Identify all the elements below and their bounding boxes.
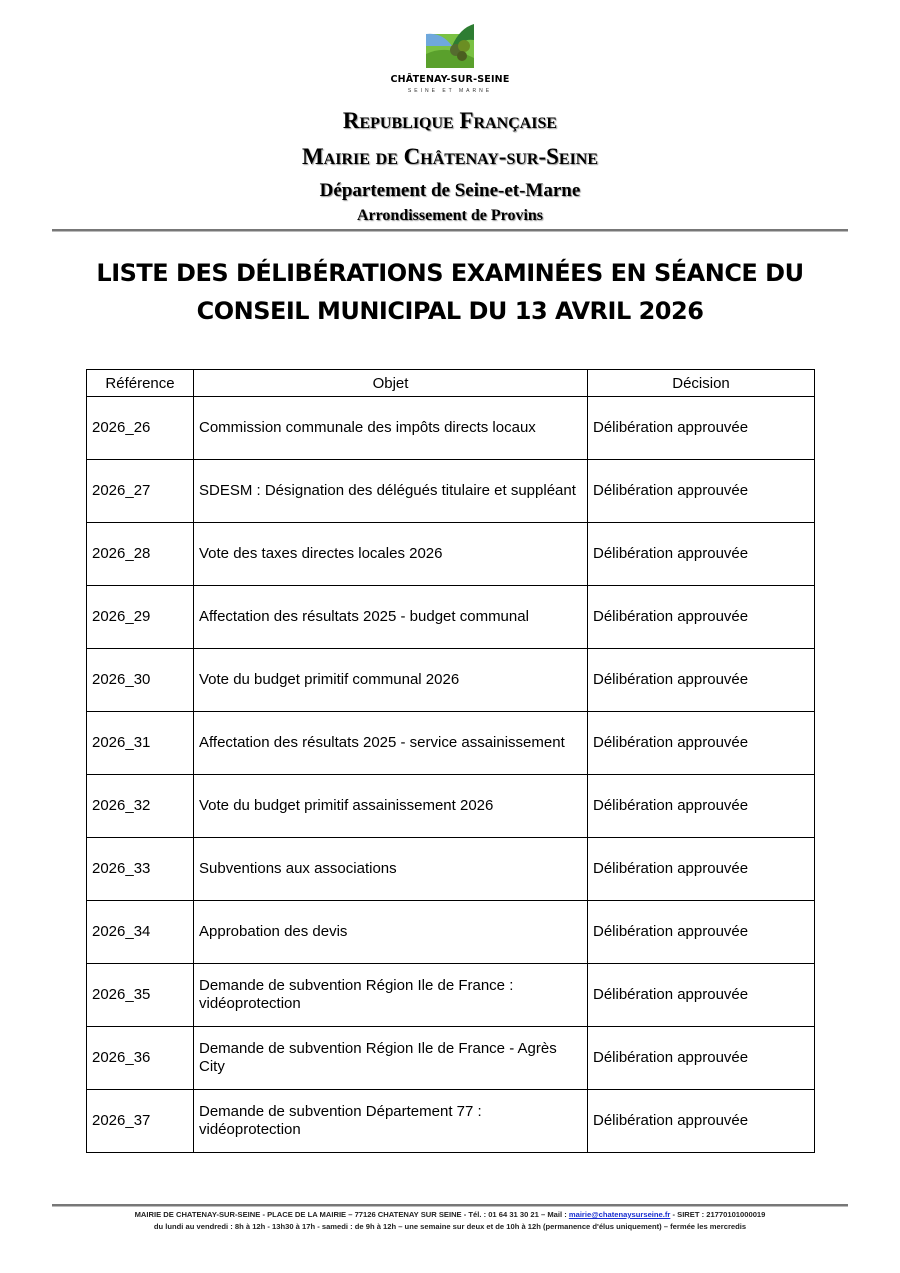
objet-cell: Subventions aux associations — [194, 838, 588, 901]
reference-cell: 2026_28 — [87, 523, 194, 586]
reference-cell: 2026_30 — [87, 649, 194, 712]
table-row — [87, 1027, 815, 1090]
objet-cell: Vote du budget primitif communal 2026 — [194, 649, 588, 712]
decision-cell: Délibération approuvée — [588, 586, 815, 649]
decision-cell: Délibération approuvée — [588, 775, 815, 838]
table-row — [87, 460, 815, 523]
table-row — [87, 397, 815, 460]
decision-cell: Délibération approuvée — [588, 901, 815, 964]
objet-cell: Vote du budget primitif assainissement 2026 — [194, 775, 588, 838]
footer-address: MAIRIE DE CHATENAY-SUR-SEINE - PLACE DE LA MAIRIE – 77126 CHATENAY SUR SEINE - Tél. : 01 64 31 30 21 – Mail : — [134, 1210, 569, 1219]
footer-email-link[interactable]: mairie@chatenaysurseine.fr — [568, 1210, 671, 1219]
table-header-row — [87, 370, 815, 397]
decision-cell: Délibération approuvée — [588, 649, 815, 712]
objet-cell: SDESM : Désignation des délégués titulaire et suppléant — [194, 460, 588, 523]
deliberations-table — [86, 369, 815, 1153]
table-row — [87, 775, 815, 838]
reference-cell: 2026_33 — [87, 838, 194, 901]
objet-cell: Demande de subvention Région Ile de France : vidéoprotection — [194, 964, 588, 1027]
table-row — [87, 964, 815, 1027]
reference-cell: 2026_26 — [87, 397, 194, 460]
column-header-reference: Référence — [87, 370, 194, 397]
header-divider — [52, 229, 848, 232]
objet-cell: Vote des taxes directes locales 2026 — [194, 523, 588, 586]
footer-line-1 — [0, 1209, 900, 1221]
footer-hours: du lundi au vendredi : 8h à 12h - 13h30 à 17h - samedi : de 9h à 12h – une semaine sur deux et de 10h à 12h (permanence d'élus uniquement) – fermée les mercredis — [153, 1222, 747, 1231]
decision-cell: Délibération approuvée — [588, 397, 815, 460]
decision-cell: Délibération approuvée — [588, 838, 815, 901]
reference-cell: 2026_29 — [87, 586, 194, 649]
table-row — [87, 901, 815, 964]
header-mairie: Mairie de Châtenay-sur-Seine — [301, 144, 599, 169]
decision-cell: Délibération approuvée — [588, 712, 815, 775]
title-line-1: LISTE DES DÉLIBÉRATIONS EXAMINÉES EN SÉANCE DU — [96, 259, 804, 287]
header-republique: Republique Française — [342, 108, 558, 133]
reference-cell: 2026_32 — [87, 775, 194, 838]
reference-cell: 2026_37 — [87, 1090, 194, 1153]
header-arrondissement: Arrondissement de Provins — [356, 207, 544, 224]
logo-name: CHÂTENAY-SUR-SEINE — [390, 74, 510, 85]
page-title — [0, 254, 900, 330]
decision-cell: Délibération approuvée — [588, 523, 815, 586]
footer-divider — [52, 1204, 848, 1207]
decision-cell: Délibération approuvée — [588, 964, 815, 1027]
reference-cell: 2026_35 — [87, 964, 194, 1027]
town-logo — [380, 24, 520, 94]
table-row — [87, 586, 815, 649]
decision-cell: Délibération approuvée — [588, 1027, 815, 1090]
objet-cell: Demande de subvention Département 77 : vidéoprotection — [194, 1090, 588, 1153]
footer — [0, 1209, 900, 1233]
table-row — [87, 1090, 815, 1153]
reference-cell: 2026_36 — [87, 1027, 194, 1090]
reference-cell: 2026_31 — [87, 712, 194, 775]
objet-cell: Approbation des devis — [194, 901, 588, 964]
logo-subtitle: SEINE ET MARNE — [407, 88, 493, 94]
logo-landscape-icon — [424, 24, 476, 68]
table-row — [87, 523, 815, 586]
objet-cell: Commission communale des impôts directs locaux — [194, 397, 588, 460]
column-header-objet: Objet — [194, 370, 588, 397]
table-row — [87, 838, 815, 901]
objet-cell: Demande de subvention Région Ile de France - Agrès City — [194, 1027, 588, 1090]
title-line-2: CONSEIL MUNICIPAL DU 13 AVRIL 2026 — [196, 297, 704, 325]
table-row — [87, 712, 815, 775]
reference-cell: 2026_27 — [87, 460, 194, 523]
objet-cell: Affectation des résultats 2025 - service assainissement — [194, 712, 588, 775]
column-header-decision: Décision — [588, 370, 815, 397]
table-row — [87, 649, 815, 712]
header-departement: Département de Seine-et-Marne — [319, 180, 581, 201]
reference-cell: 2026_34 — [87, 901, 194, 964]
decision-cell: Délibération approuvée — [588, 1090, 815, 1153]
decision-cell: Délibération approuvée — [588, 460, 815, 523]
objet-cell: Affectation des résultats 2025 - budget communal — [194, 586, 588, 649]
footer-siret: - SIRET : 21770101000019 — [670, 1210, 766, 1219]
